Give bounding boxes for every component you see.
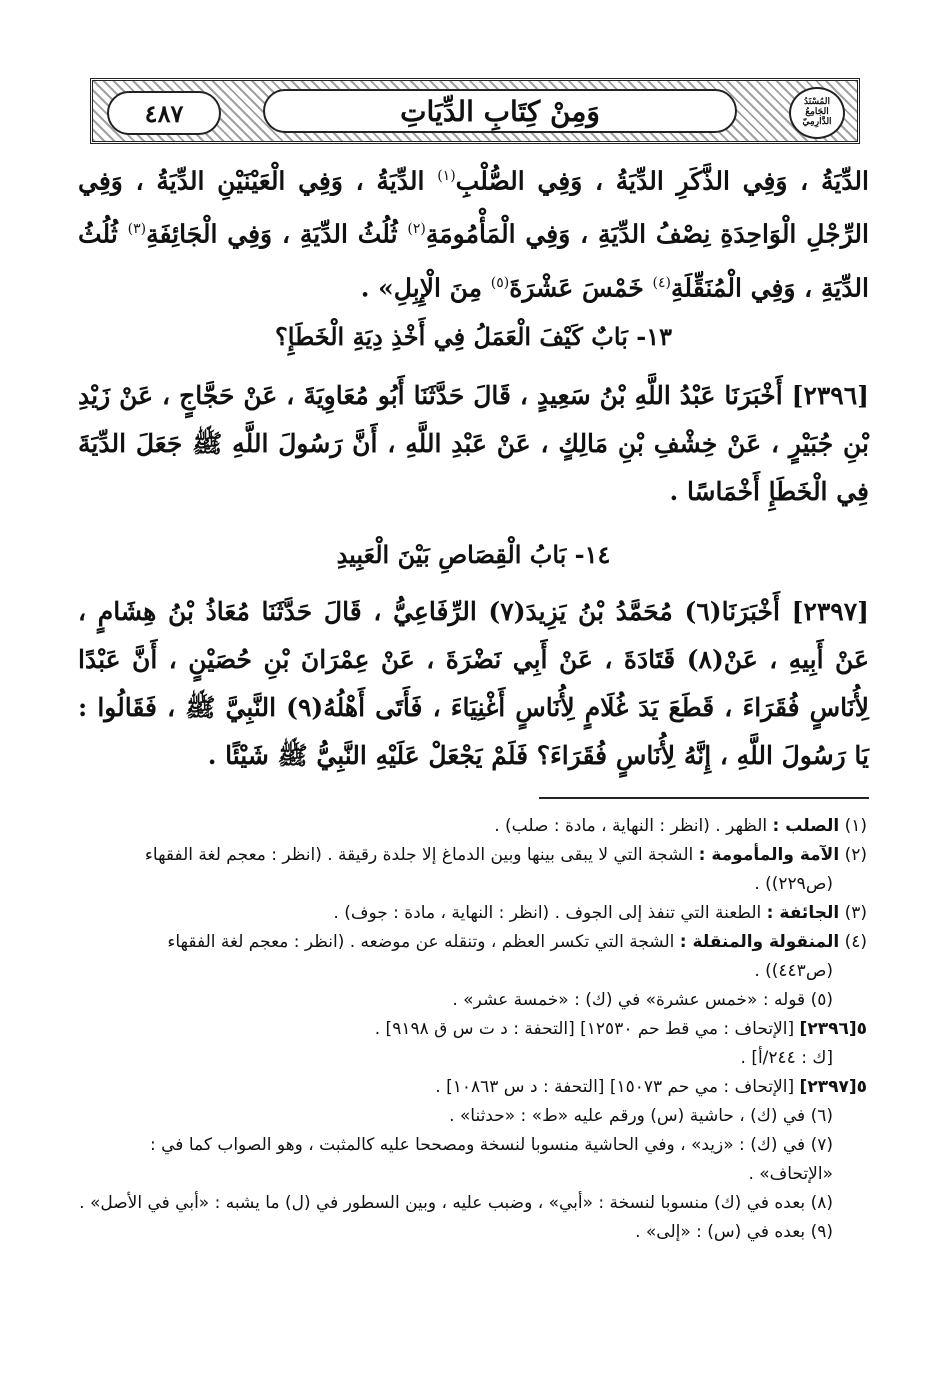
intro-seg-1: الدِّيَةُ ، وَفِي الذَّكَرِ الدِّيَةُ ، وَفِي الصُّلْبِ [455, 166, 869, 196]
footnote-text: الظهر . (انظر : النهاية ، مادة : صلب) . [494, 816, 768, 836]
footnote-num: ٥[٢٣٩٧] [799, 1077, 867, 1097]
footnote-2-cont: (ص٢٢٩)) . [754, 874, 833, 894]
section-13-heading: ١٣- بَابٌ كَيْفَ الْعَمَلُ فِي أَخْذِ دِيَةِ الْخَطَإِ؟ [275, 322, 672, 351]
intro-seg-4: ثُلُثُ الدِّيَةِ ، وَفِي الْجَائِفَةِ [146, 219, 398, 249]
footnote-num: ٥[٢٣٩٦] [799, 1019, 867, 1039]
chapter-title: وَمِنْ كِتَابِ الدِّيَاتِ [400, 94, 600, 128]
footnote-5 [74, 986, 867, 1015]
footnote-mark-5: (٥) [490, 274, 510, 291]
page-header [90, 78, 860, 144]
seal-logo [789, 87, 845, 139]
footnote-text: [ك : ٢٤٤/أ] . [740, 1048, 833, 1068]
footnote-term: الآمة والمأمومة : [698, 845, 840, 865]
footnote-mark-2: (٢) [407, 221, 426, 238]
intro-seg-3: نِصْفُ الدِّيَةِ ، وَفِي الْمَأْمُومَةِ [425, 219, 711, 249]
footnote-3 [74, 899, 867, 928]
footnote-9 [74, 1218, 867, 1247]
footnote-num: (٧) [810, 1135, 833, 1155]
footnote-num: (٤) [844, 932, 867, 952]
intro-seg-5: ثُلُثُ الدِّيَةِ ، وَفِي الْمُنَقِّلَةِ [78, 219, 869, 302]
footnote-mark-3: (٣) [127, 221, 147, 238]
footnote-text: قوله : «خمس عشرة» في (ك) : «خمسة عشر» . [452, 990, 806, 1010]
footnote-num: (٩) [810, 1222, 833, 1242]
intro-seg-7: مِنَ الْإِبِلِ» . [360, 272, 483, 302]
intro-paragraph [78, 152, 869, 312]
footnote-text: [الإتحاف : مي حم ١٥٠٧٣] [التحفة : د س ١٠٨٦٣] . [435, 1077, 795, 1097]
footnote-text: بعده في (ك) منسوبا لنسخة : «أبي» ، وضبب عليه ، وبين السطور في (ل) ما يشبه : «أبي في الأصل» . [79, 1193, 806, 1213]
footnote-7 [74, 1131, 867, 1189]
footnote-num: (٢) [844, 845, 867, 865]
footnote-manuscript-ref [74, 1044, 867, 1073]
hadith-2396-text: [٢٣٩٦] أَخْبَرَنَا عَبْدُ اللَّهِ بْنُ سَعِيدٍ ، قَالَ حَدَّثَنَا أَبُو مُعَاوِيَةَ ، عَنْ حَجَّاجٍ ، عَنْ زَيْدِ بْنِ جُبَيْرٍ ، عَنْ خِشْفِ بْنِ مَالِكٍ ، عَنْ عَبْدِ اللَّهِ ، أَنَّ رَسُولَ اللَّهِ ﷺ جَعَلَ الدِّيَةَ فِي الْخَطَإِ أَخْمَاسًا . [78, 381, 869, 506]
intro-seg-6: خَمْسَ عَشْرَةَ [509, 272, 644, 302]
hadith-2396 [78, 372, 869, 516]
footnote-text: [الإتحاف : مي قط حم ١٢٥٣٠] [التحفة : د ت س ق ٩١٩٨] . [374, 1019, 795, 1039]
footnote-num: (٣) [844, 903, 867, 923]
footnote-term: المنقولة والمنقلة : [679, 932, 840, 952]
footnote-8 [74, 1189, 867, 1218]
seal-text: المُسْنَدُ الجَامِعُ الدَّارِمِيّ [802, 97, 832, 127]
footnote-mark-1: (١) [437, 168, 456, 184]
footnote-text: الشجة التي تكسر العظم ، وتنقله عن موضعه . (انظر : معجم لغة الفقهاء [167, 932, 675, 952]
footnote-term: الجائفة : [766, 903, 840, 923]
footnote-4-cont: (ص٤٤٣)) . [754, 961, 833, 981]
footnote-text: الطعنة التي تنفذ إلى الجوف . (انظر : النهاية ، مادة : جوف) . [333, 903, 762, 923]
footnote-6 [74, 1102, 867, 1131]
footnote-num: (٦) [810, 1106, 833, 1126]
footnote-2397 [74, 1073, 867, 1102]
footnote-num: (١) [844, 816, 867, 836]
footnote-mark-4: (٤) [652, 274, 672, 291]
footnote-text: في (ك) ، حاشية (س) ورقم عليه «ط» : «حدثنا» . [449, 1106, 806, 1126]
footnote-4 [74, 928, 867, 957]
page-number: ٤٨٧ [144, 98, 184, 128]
page-number-cartouche [107, 91, 221, 135]
hadith-2397 [78, 588, 869, 780]
section-14-heading: ١٤- بَابُ الْقِصَاصِ بَيْنَ الْعَبِيدِ [336, 540, 611, 569]
footnote-num: (٨) [810, 1193, 833, 1213]
footnote-separator [539, 797, 869, 799]
hadith-2397-text: [٢٣٩٧] أَخْبَرَنَا(٦) مُحَمَّدُ بْنُ يَزِيدَ(٧) الرِّفَاعِيُّ ، قَالَ حَدَّثَنَا مُعَاذُ بْنُ هِشَامٍ ، عَنْ أَبِيهِ ، عَنْ(٨) قَتَادَةَ ، عَنْ أَبِي نَضْرَةَ ، عَنْ عِمْرَانَ بْنِ حُصَيْنٍ ، أَنَّ عَبْدًا لِأُنَاسٍ فُقَرَاءَ ، قَطَعَ يَدَ غُلَامٍ لِأُنَاسٍ أَغْنِيَاءَ ، فَأَتَى أَهْلُهُ(٩) النَّبِيَّ ﷺ ، فَقَالُوا : يَا رَسُولَ اللَّهِ ، إِنَّهُ لِأُنَاسٍ فُقَرَاءَ؟ فَلَمْ يَجْعَلْ عَلَيْهِ النَّبِيُّ ﷺ شَيْئًا . [78, 597, 869, 770]
footnote-term: الصلب : [772, 816, 840, 836]
footnotes [74, 812, 867, 1247]
footnote-2396 [74, 1015, 867, 1044]
footnote-2 [74, 841, 867, 870]
footnote-text: بعده في (س) : «إلى» . [635, 1222, 806, 1242]
footnote-num: (٥) [810, 990, 833, 1010]
title-cartouche [263, 89, 737, 133]
footnote-text: الشجة التي لا يبقى بينها وبين الدماغ إلا جلدة رقيقة . (انظر : معجم لغة الفقهاء [144, 845, 694, 865]
footnote-1 [74, 812, 867, 841]
footnote-text: في (ك) : «زيد» ، وفي الحاشية منسوبا لنسخة ومصححا عليه كالمثبت ، وهو الصواب كما في : «الإتحاف» . [149, 1135, 833, 1184]
intro-seg-2: الدِّيَةُ ، وَفِي الْعَيْنَيْنِ الدِّيَةُ ، وَفِي الرِّجْلِ الْوَاحِدَةِ [78, 166, 869, 249]
intro-line-1 [78, 152, 869, 312]
